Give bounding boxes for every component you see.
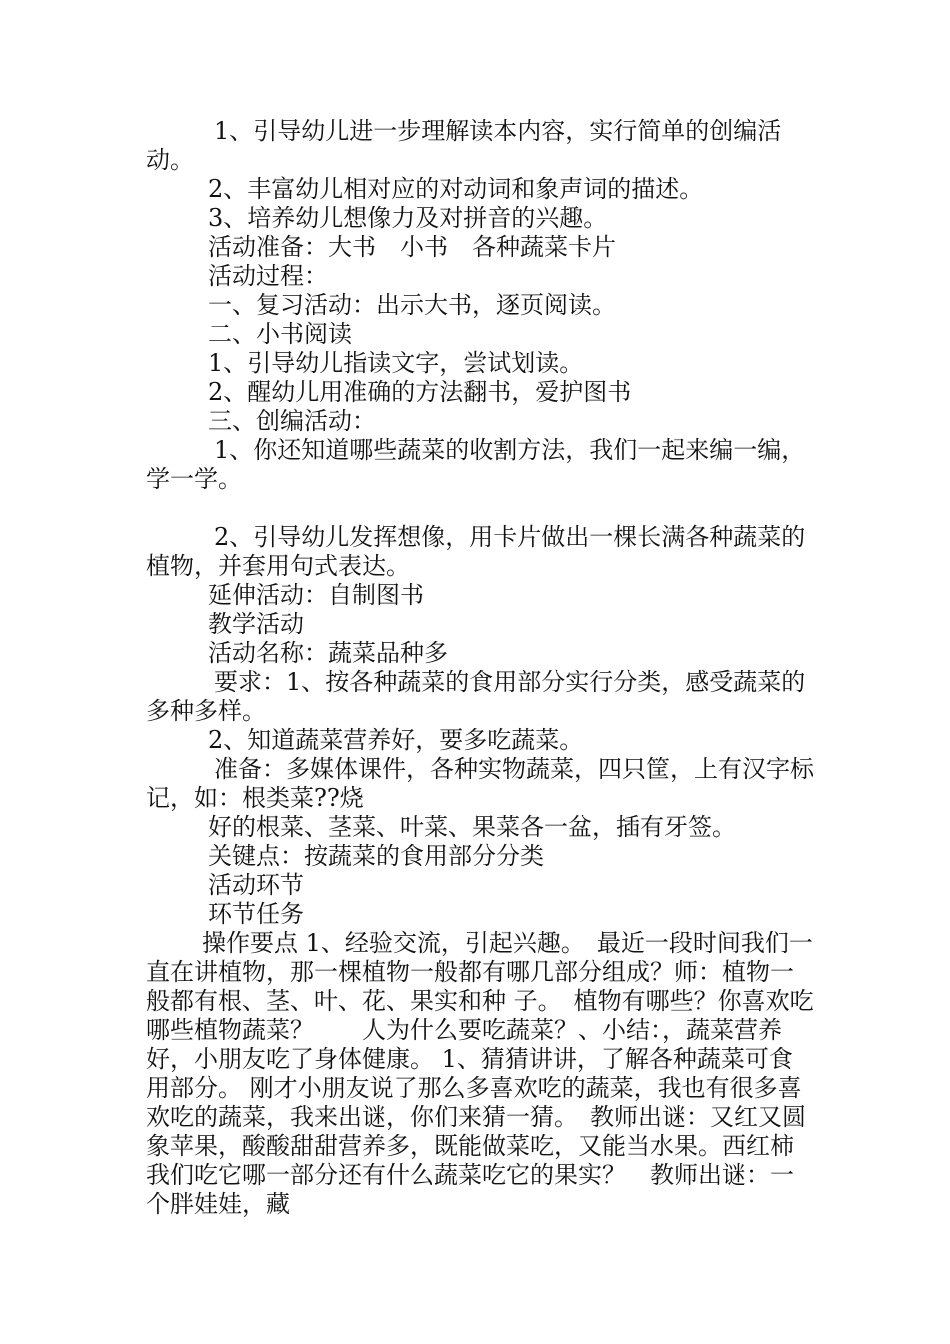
paragraph-activity-stage: 活动环节 [208,871,304,899]
paragraph-extension: 延伸活动：自制图书 [208,581,424,609]
paragraph-preparation: 活动准备：大书 小书 各种蔬菜卡片 [208,233,616,261]
paragraph-step-review: 一、复习活动：出示大书，逐页阅读。 [208,291,616,319]
paragraph-activity-name: 活动名称：蔬菜品种多 [208,639,448,667]
paragraph-materials-cont: 好的根菜、茎菜、叶菜、果菜各一盆，插有牙签。 [208,813,736,841]
paragraph-stage-task: 环节任务 [208,900,304,928]
paragraph-objective-2: 2、丰富幼儿相对应的对动词和象声词的描述。 [208,175,704,203]
paragraph-objective-1: 1、引导幼儿进一步理解读本内容，实行简单的创编活动。 [146,117,782,174]
paragraph-create-1: 1、你还知道哪些蔬菜的收割方法，我们一起来编一编，学一学。 [146,436,806,493]
paragraph-process-heading: 活动过程： [208,262,328,290]
paragraph-materials: 准备：多媒体课件，各种实物蔬菜，四只筐，上有汉字标记，如：根类菜??烧 [146,755,814,812]
paragraph-teaching-activity: 教学活动 [208,610,304,638]
paragraph-small-book-1: 1、引导幼儿指读文字，尝试划读。 [208,349,584,377]
paragraph-step-create: 三、创编活动： [208,407,376,435]
paragraph-objective-3: 3、培养幼儿想像力及对拼音的兴趣。 [208,204,608,232]
document-body [146,117,816,1219]
paragraph-requirements-1: 要求：1、按各种蔬菜的食用部分实行分类，感受蔬菜的多种多样。 [146,668,806,725]
paragraph-create-2: 2、引导幼儿发挥想像，用卡片做出一棵长满各种蔬菜的植物，并套用句式表达。 [146,523,806,580]
paragraph-step-small-book: 二、小书阅读 [208,320,352,348]
paragraph-key-point: 关键点：按蔬菜的食用部分分类 [208,842,544,870]
paragraph-requirements-2: 2、知道蔬菜营养好，要多吃蔬菜。 [208,726,584,754]
paragraph-operation-points: 操作要点 1、经验交流，引起兴趣。 最近一段时间我们一直在讲植物，那一棵植物一般都有哪几部分组成？师：植物一般都有根、茎、叶、花、果实和种 子。 植物有哪些？你喜欢吃哪些植物蔬菜？ 人为什么要吃蔬菜？、小结：，蔬菜营养好，小朋友吃了身体健康。 1、猜猜讲讲，了解各种蔬菜可食用部分。 刚才小朋友说了那么多喜欢吃的蔬菜，我也有很多喜 欢吃的蔬菜，我来出谜，你们来猜一猜。 教师出谜：又红又圆象苹果，酸酸甜甜营养多，既能做菜吃，又能当水果。西红柿我们吃它哪一部分还有什么蔬菜吃它的果实？ 教师出谜：一个胖娃娃，藏 [146,929,814,1218]
blank-line [146,494,816,523]
paragraph-small-book-2: 2、醒幼儿用准确的方法翻书，爱护图书 [208,378,632,406]
